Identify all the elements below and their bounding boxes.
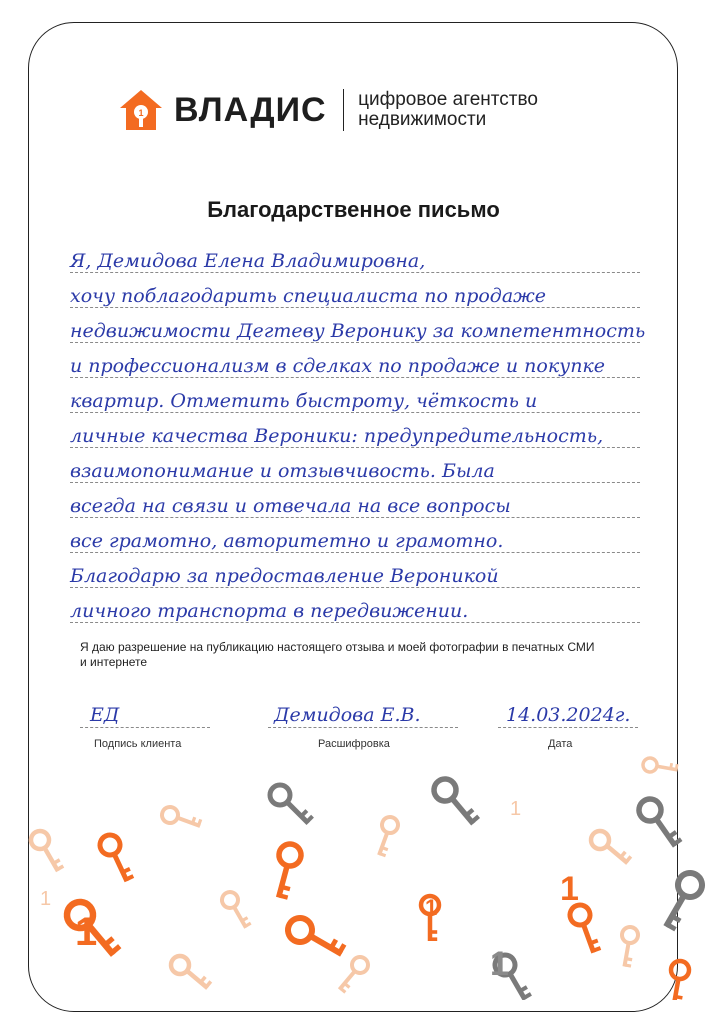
key-icon	[587, 827, 633, 870]
handwritten-text: Благодарю за предоставление Вероникой	[70, 565, 499, 587]
date-label: Дата	[548, 738, 573, 750]
handwritten-text: взаимопонимание и отзывчивость. Была	[70, 460, 495, 482]
key-icon	[372, 815, 401, 858]
key-icon	[635, 795, 685, 853]
handwritten-text: хочу поблагодарить специалиста по продаже	[70, 285, 547, 307]
tagline-line-2: недвижимости	[358, 109, 487, 130]
number-one-glyph: 1	[510, 798, 522, 820]
handwritten-text: личного транспорта в передвижении.	[70, 600, 469, 622]
decoding-label: Расшифровка	[318, 738, 390, 750]
handwritten-text: все грамотно, авторитетно и грамотно.	[70, 530, 504, 552]
key-icon	[97, 832, 136, 886]
number-one-glyph: 1	[75, 910, 98, 954]
key-icon	[617, 926, 640, 968]
decoding-value: Демидова Е.В.	[274, 704, 421, 726]
handwritten-text: недвижимости Дегтеву Веронику за компетентность	[70, 320, 646, 342]
handwritten-text: всегда на связи и отвечала на все вопросы	[70, 495, 511, 517]
key-icon	[160, 805, 203, 834]
number-one-glyph: 1	[560, 870, 579, 908]
number-one-glyph: 1	[40, 888, 52, 910]
handwritten-text: и профессионализм в сделках по продаже и покупке	[70, 355, 606, 377]
key-icon	[430, 775, 482, 831]
key-icon	[268, 842, 303, 901]
publication-consent: Я даю разрешение на публикацию настоящего отзыва и моей фотографии в печатных СМИ и интернете	[80, 640, 595, 669]
letter-title: Благодарственное письмо	[207, 197, 500, 222]
key-icon	[665, 960, 691, 1000]
number-one-glyph: 1	[490, 945, 509, 983]
key-icon	[567, 902, 603, 956]
client-signature-label: Подпись клиента	[94, 738, 182, 750]
brand-name: ВЛАДИС	[174, 90, 327, 129]
key-icon	[284, 914, 348, 965]
key-icon	[28, 828, 66, 876]
handwritten-text: квартир. Отметить быстроту, чёткость и	[70, 390, 538, 412]
tagline-line-1: цифровое агентство	[358, 89, 538, 110]
number-one-glyph: 1	[425, 895, 438, 920]
key-icon	[656, 869, 707, 933]
handwritten-text: личные качества Вероники: предупредительность,	[70, 425, 604, 447]
key-icon	[167, 952, 213, 995]
key-icon	[266, 781, 315, 830]
key-icon	[333, 954, 371, 995]
handwritten-text: Я, Демидова Елена Владимировна,	[70, 250, 426, 272]
svg-text:1: 1	[138, 108, 144, 118]
date-value: 14.03.2024г.	[506, 704, 631, 726]
key-icon	[219, 889, 253, 932]
client-signature: ЕД	[90, 704, 120, 726]
key-icon	[642, 757, 679, 777]
